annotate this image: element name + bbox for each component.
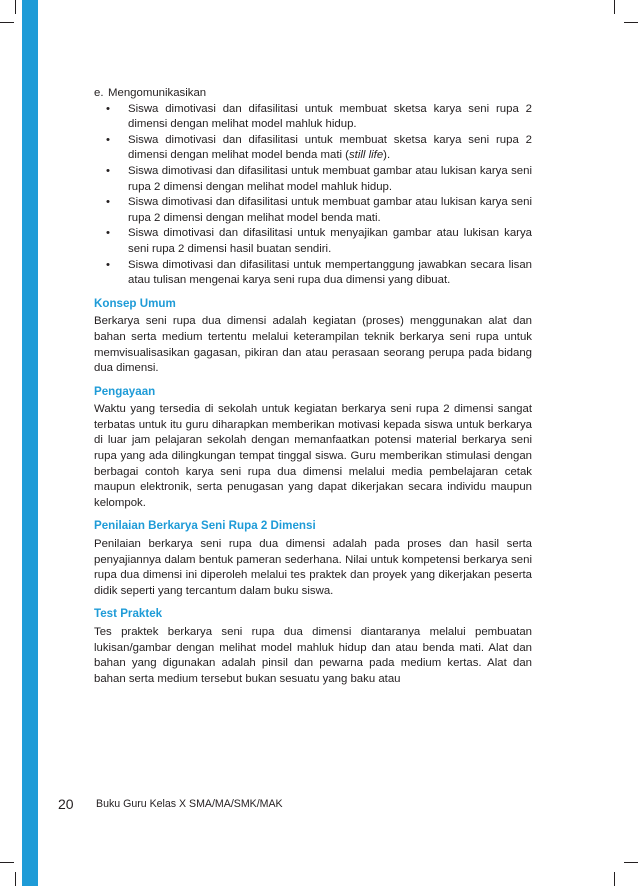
section-body-pengayaan: Waktu yang tersedia di sekolah untuk kegiatan berkarya seni rupa 2 dimensi sangat terbatas untuk itu guru diharapkan memberikan motivasi kepada siswa untuk berkarya di luar jam pelajaran sekolah dengan memanfaatkan potensi material berkarya seni rupa yang ada dilingkungan tempat tinggal siswa. Guru memberikan stimulasi dengan berbagai contoh karya seni rupa dua dimensi melalui media pembelajaran cetak maupun elektronik, serta penugasan yang dapat dikerjakan secara individu maupun kelompok. <box>94 403 532 509</box>
crop-mark-bottom-left-h <box>0 862 14 863</box>
section-title-penilaian: Penilaian Berkarya Seni Rupa 2 Dimensi <box>94 519 316 533</box>
bullet-icon: • <box>106 258 110 271</box>
bullet-icon: • <box>106 196 110 209</box>
list-heading-text: Mengomunikasikan <box>108 87 207 99</box>
bullet-icon: • <box>106 133 110 146</box>
crop-mark-top-right-h <box>624 22 638 23</box>
list-letter: e. <box>94 87 104 99</box>
page-content <box>94 86 532 687</box>
bullet-icon: • <box>106 227 110 240</box>
page-footer <box>0 796 638 816</box>
section-body-konsep-umum: Berkarya seni rupa dua dimensi adalah kegiatan (proses) menggunakan alat dan bahan serta medium tertentu melalui keterampilan teknik berkarya seni rupa untuk memvisualisasikan gagasan, pikiran dan atau perasaan seorang perupa pada bidang dua dimensi. <box>94 315 532 375</box>
list-item: • Siswa dimotivasi dan difasilitasi untuk membuat sketsa karya seni rupa 2 dimensi dengan melihat model benda mati (still life). <box>106 133 532 164</box>
list-item: • Siswa dimotivasi dan difasilitasi untuk menyajikan gambar atau lukisan karya seni rupa 2 dimensi hasil buatan sendiri. <box>106 226 532 257</box>
section-title-pengayaan: Pengayaan <box>94 384 156 398</box>
crop-mark-bottom-left-v <box>15 872 16 886</box>
bullet-icon: • <box>106 102 110 115</box>
list-heading <box>94 86 532 102</box>
list-item: • Siswa dimotivasi dan difasilitasi untuk mempertanggung jawabkan secara lisan atau tulisan mengenai karya seni rupa dua dimensi yang dibuat. <box>106 258 532 289</box>
footer-title: Buku Guru Kelas X SMA/MA/SMK/MAK <box>96 798 283 810</box>
page-number: 20 <box>58 796 74 812</box>
section-body-penilaian: Penilaian berkarya seni rupa dua dimensi adalah pada proses dan hasil serta penyajiannya dalam bentuk pameran sederhana. Nilai untuk kompetensi berkarya seni rupa dua dimensi ini diperoleh melalui tes praktek dan proyek yang dikerjakan peserta didik seperti yang tercantum dalam buku siswa. <box>94 538 532 597</box>
blue-sidebar-band <box>22 0 38 886</box>
crop-mark-top-left-h <box>0 22 14 23</box>
crop-mark-top-left-v <box>15 0 16 14</box>
section-title-konsep-umum: Konsep Umum <box>94 296 176 310</box>
bullet-list <box>94 102 532 289</box>
section-body-test-praktek: Tes praktek berkarya seni rupa dua dimensi diantaranya melalui pembuatan lukisan/gambar dengan melihat model mahluk hidup dan atau benda mati. Alat dan bahan yang digunakan adalah pinsil dan pewarna pada medium kertas. Alat dan bahan serta medium tersebut bukan sesuatu yang baku atau <box>94 626 532 685</box>
italic-term: still life <box>348 149 384 162</box>
bullet-icon: • <box>106 164 110 177</box>
crop-mark-bottom-right-v <box>614 872 615 886</box>
list-item: • Siswa dimotivasi dan difasilitasi untuk membuat sketsa karya seni rupa 2 dimensi dengan melihat model mahluk hidup. <box>106 102 532 133</box>
section-title-test-praktek: Test Praktek <box>94 607 163 621</box>
crop-mark-bottom-right-h <box>624 862 638 863</box>
list-item: • Siswa dimotivasi dan difasilitasi untuk membuat gambar atau lukisan karya seni rupa 2 dimensi dengan melihat model benda mati. <box>106 195 532 226</box>
crop-mark-top-right-v <box>614 0 615 14</box>
list-item: • Siswa dimotivasi dan difasilitasi untuk membuat gambar atau lukisan karya seni rupa 2 dimensi dengan melihat model mahluk hidup. <box>106 164 532 195</box>
